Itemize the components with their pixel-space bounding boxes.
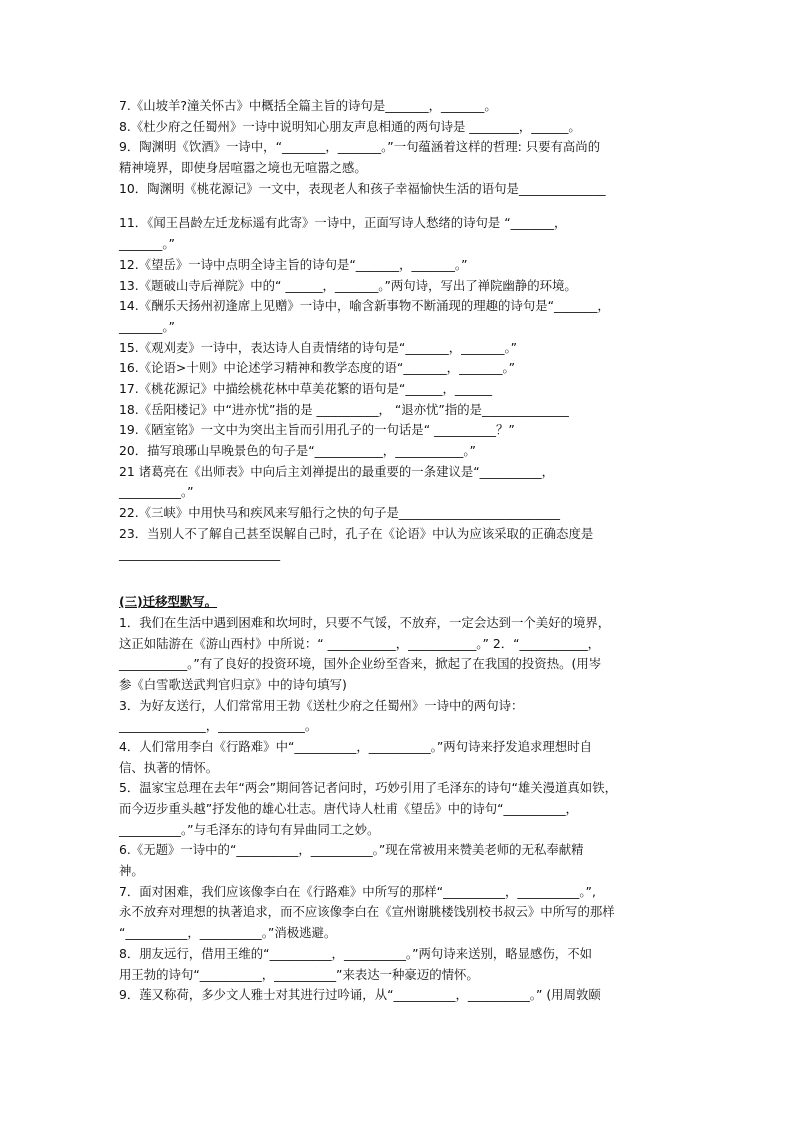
transfer-question-2-note: 参《白雪歌送武判官归京》中的诗句填写) <box>119 676 347 692</box>
transfer-question-7-end: “__________，__________。”消极逃避。 <box>119 925 337 941</box>
transfer-question-5: 5．温家宝总理在去年“两会”期间答记者问时，巧妙引用了毛泽东的诗句“雄关漫道真如铁， <box>119 780 617 796</box>
question-19: 19.《陋室铭》一文中为突出主旨而引用孔子的一句话是“ __________？” <box>119 422 515 438</box>
transfer-question-3: 3．为好友送行，人们常常用王勃《送杜少府之任蜀州》一诗中的两句诗： <box>119 697 524 713</box>
question-23: 23．当别人不了解自己甚至误解自己时，孔子在《论语》中认为应该采取的正确态度是 <box>119 525 594 541</box>
question-7: 7.《山坡羊?潼关怀古》中概括全篇主旨的诗句是_______，_______。 <box>119 98 497 113</box>
transfer-question-1-cont: 这正如陆游在《游山西村》中所说：“ ___________，___________。” 2．“___________， <box>119 635 601 651</box>
question-13: 13.《题破山寺后禅院》中的“ ______，_______。”两句诗，写出了禅院幽静的环境。 <box>119 277 577 293</box>
question-12: 12.《望岳》一诗中点明全诗主旨的诗句是“_______，_______。” <box>119 256 468 272</box>
transfer-question-5-end: __________。”与毛泽东的诗句有异曲同工之妙。 <box>119 821 380 837</box>
question-22: 22.《三峡》中用快马和疾风来写船行之快的句子是__________________________ <box>119 505 560 521</box>
question-16: 16.《论语>十则》中论述学习精神和教学态度的语“_______，_______。” <box>119 360 516 376</box>
question-9: 9．陶渊明《饮酒》一诗中，“_______，_______。”一句蕴涵着这样的哲理: 只要有高尚的 <box>119 139 601 155</box>
transfer-question-6: 6.《无题》一诗中的“__________，__________。”现在常被用来赞美老师的无私奉献精 <box>119 842 584 858</box>
recitation-questions-section <box>119 96 679 565</box>
question-15: 15.《观刈麦》一诗中，表达诗人自责情绪的诗句是“_______，_______。” <box>119 339 518 355</box>
question-21: 21 诸葛亮在《出师表》中向后主刘禅提出的最重要的一条建议是“__________， <box>119 463 555 479</box>
question-14-cont: _______。” <box>119 318 175 334</box>
spacer <box>119 199 679 213</box>
transfer-question-6-cont: 神。 <box>119 863 144 879</box>
transfer-recitation-section <box>119 592 679 1006</box>
question-21-cont: __________。” <box>119 484 194 500</box>
transfer-question-7-cont: 永不放弃对理想的执著追求，而不应该像李白在《宣州谢朓楼饯别校书叔云》中所写的那样 <box>119 904 615 920</box>
transfer-question-3-blank: ______________，______________。 <box>119 718 318 734</box>
question-20: 20．描写琅琊山早晚景色的句子是“___________，___________。” <box>119 443 476 458</box>
transfer-question-5-cont: 而今迈步重头越”抒发他的雄心壮志。唐代诗人杜甫《望岳》中的诗句“__________， <box>119 801 578 816</box>
question-11: 11．《闻王昌龄左迁龙标遥有此寄》一诗中，正面写诗人愁绪的诗句是 “_______， <box>119 215 567 231</box>
question-17: 17.《桃花源记》中描绘桃花林中草美花繁的语句是“______，______ <box>119 380 493 396</box>
section-heading: (三)迁移型默写。 <box>119 594 218 610</box>
transfer-question-7: 7．面对困难，我们应该像李白在《行路难》中所写的那样“__________，__________。”, <box>119 883 596 899</box>
question-9-cont: 精神境界，即使身居喧嚣之境也无喧嚣之感。 <box>119 160 367 176</box>
transfer-question-2-cont: ___________。”有了良好的投资环境，国外企业纷至沓来，掀起了在我国的投资热。(用岑 <box>119 656 602 672</box>
transfer-question-8: 8．朋友远行，借用王维的“__________，__________。”两句诗来送别，略显感伤，不如 <box>119 945 592 961</box>
transfer-question-4-cont: 信、执著的情怀。 <box>119 759 219 775</box>
question-23-blank: __________________________ <box>119 546 281 562</box>
transfer-question-4: 4．人们常用李白《行路难》中“__________，__________。”两句诗来抒发追求理想时自 <box>119 738 592 754</box>
transfer-question-9: 9．莲又称荷，多少文人雅士对其进行过吟诵，从“__________，__________。” (用周敦颐 <box>119 987 601 1003</box>
worksheet-page <box>119 96 679 1006</box>
question-14: 14.《酬乐天扬州初逢席上见赠》一诗中，喻含新事物不断涌现的理趣的诗句是“_______， <box>119 298 610 314</box>
transfer-question-8-cont: 用王勃的诗句“__________，__________”来表达一种豪迈的情怀。 <box>119 966 479 982</box>
question-11-cont: _______。” <box>119 236 175 252</box>
question-18: 18.《岳阳楼记》中“进亦忧”指的是 __________， “退亦忧”指的是______________ <box>119 401 569 417</box>
question-8: 8.《杜少府之任蜀州》一诗中说明知心朋友声息相通的两句诗是 ________，______。 <box>119 118 581 134</box>
transfer-question-1: 1．我们在生活中遇到困难和坎坷时，只要不气馁，不放弃，一定会达到一个美好的境界， <box>119 614 611 630</box>
spacer <box>119 565 679 592</box>
question-10: 10．陶渊明《桃花源记》一文中，表现老人和孩子幸福愉快生活的语句是______________ <box>119 180 606 196</box>
